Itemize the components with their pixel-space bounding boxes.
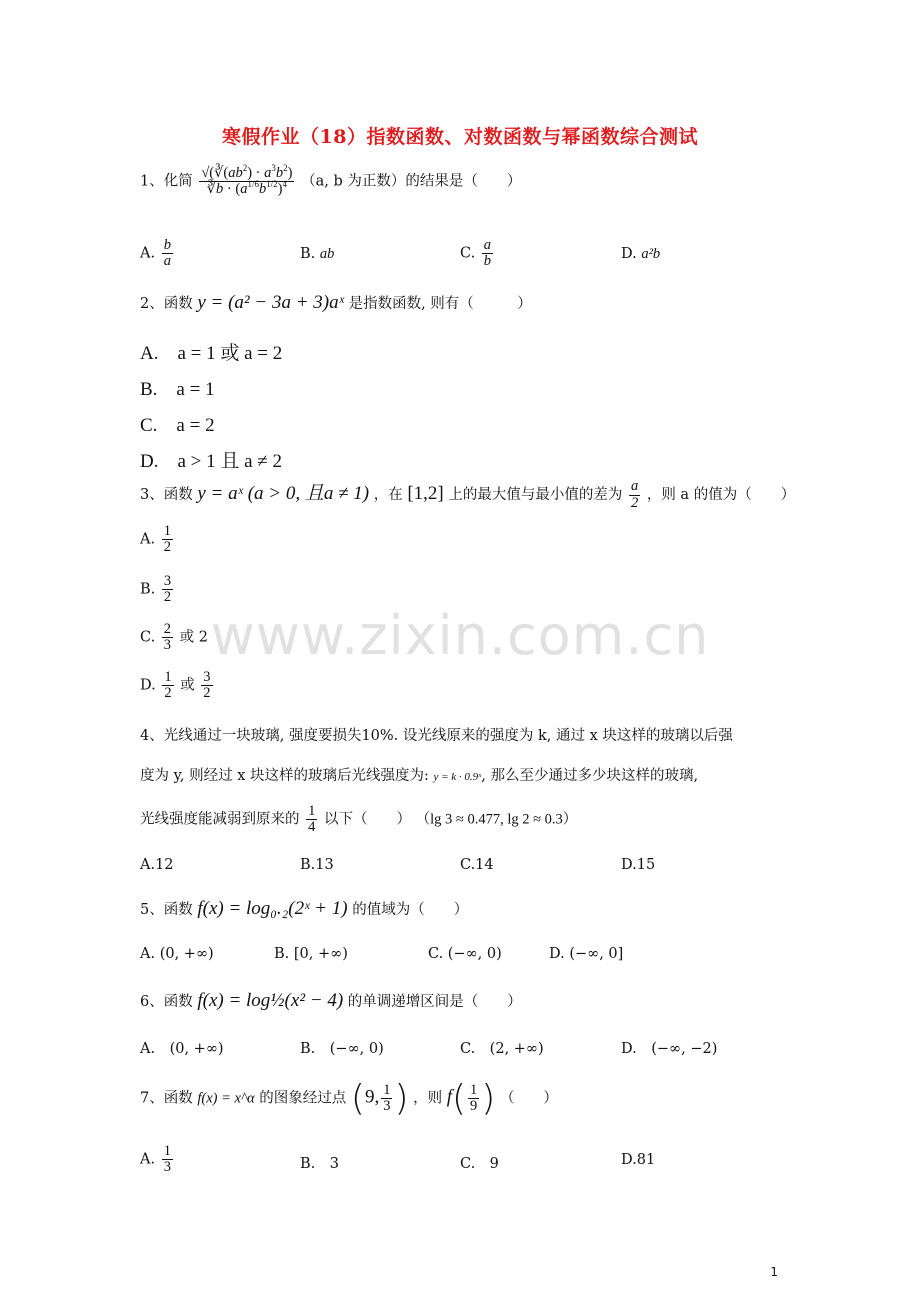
q4-option-a: A.12 bbox=[140, 857, 174, 873]
q1-option-d: D. a²b bbox=[621, 246, 661, 262]
page-title: 寒假作业（18）指数函数、对数函数与幂函数综合测试 bbox=[222, 126, 698, 148]
q1-expression: $\frac{√(∛(ab^2) \cdot a^3b^2)}{∛b \cdot (a^{1/6}b^{1/2})^4}$ bbox=[201, 163, 293, 198]
q3-formula: y = aˣ (a > 0, 且a ≠ 1) bbox=[197, 483, 370, 504]
question-5: 5、函数 f(x) = log₀.₂(2ˣ + 1) 的值域为（ ） bbox=[140, 898, 469, 919]
q4-option-d: D.15 bbox=[621, 857, 656, 873]
q4-option-c: C.14 bbox=[460, 857, 494, 873]
q2-option-a: A. a = 1 或 a = 2 bbox=[140, 343, 283, 364]
q2-option-b: B. a = 1 bbox=[140, 379, 215, 400]
q5-option-b: B. [0, +∞) bbox=[274, 946, 348, 962]
q3-option-a: A. $\frac{1}{2}$ bbox=[140, 523, 171, 556]
q6-option-a: A. (0, +∞) bbox=[140, 1041, 224, 1057]
q5-option-c: C. (−∞, 0) bbox=[428, 946, 502, 962]
question-4-line-2: 度为 y, 则经过 x 块这样的玻璃后光线强度为: y = k · 0.9ˣ, 那么至少通过多少块这样的玻璃, bbox=[140, 768, 699, 784]
q5-option-a: A. (0, +∞) bbox=[140, 946, 214, 962]
q7-option-d: D.81 bbox=[621, 1152, 656, 1168]
question-2: 2、函数 y = (a² − 3a + 3)aˣ 是指数函数, 则有（ ） bbox=[140, 292, 532, 313]
q3-option-d: D. $\frac{1}{2}$ 或 $\frac{3}{2}$ bbox=[140, 669, 211, 702]
question-3: 3、函数 y = aˣ (a > 0, 且a ≠ 1) ，在 [1,2] 上的最大值与最小值的差为 $\frac{a}{2}$ ，则 a 的值为（ ） bbox=[140, 478, 796, 511]
q2-option-c: C. a = 2 bbox=[140, 415, 215, 436]
question-7: 7、函数 f(x) = x^α 的图象经过点 (9, $\frac{1}{3}$ ) ，则 f( $\frac{1}{9}$ ) （ ） bbox=[140, 1078, 558, 1119]
question-1 bbox=[140, 163, 522, 198]
q5-option-d: D. (−∞, 0] bbox=[549, 946, 624, 962]
q1-option-c: C. $\frac{a}{b}$ bbox=[460, 237, 492, 270]
q2-formula: y = (a² − 3a + 3)aˣ bbox=[197, 292, 344, 313]
q7-formula: f(x) = x^α bbox=[197, 1090, 255, 1107]
question-4-line-1: 4、光线通过一块玻璃, 强度要损失10%. 设光线原来的强度为 k, 通过 x 块这样的玻璃以后强 bbox=[140, 728, 733, 744]
question-4-line-3: 光线强度能减弱到原来的 $\frac{1}{4}$ 以下（ ） （lg 3 ≈ 0.477, lg 2 ≈ 0.3） bbox=[140, 803, 578, 836]
q3-option-c: C. $\frac{2}{3}$ 或 2 bbox=[140, 621, 208, 654]
q1-option-b: B. ab bbox=[300, 246, 335, 262]
watermark: www.zixin.com.cn bbox=[210, 604, 710, 667]
page-number: 1 bbox=[770, 1265, 778, 1279]
question-6: 6、函数 f(x) = log½(x² − 4) 的单调递增区间是（ ） bbox=[140, 990, 522, 1011]
q7-option-c: C. 9 bbox=[460, 1156, 499, 1172]
q1-lead: 1、化简 bbox=[140, 173, 193, 190]
q7-option-b: B. 3 bbox=[300, 1156, 339, 1172]
q2-option-d: D. a > 1 且 a ≠ 2 bbox=[140, 451, 282, 472]
q1-option-a: A. $\frac{b}{a}$ bbox=[140, 237, 171, 270]
q5-formula: f(x) = log₀.₂(2ˣ + 1) bbox=[197, 898, 348, 919]
q6-option-c: C. (2, +∞) bbox=[460, 1041, 544, 1057]
q7-option-a: A. $\frac{1}{3}$ bbox=[140, 1143, 171, 1176]
q4-option-b: B.13 bbox=[300, 857, 334, 873]
q6-formula: f(x) = log½(x² − 4) bbox=[197, 990, 344, 1011]
q6-option-d: D. (−∞, −2) bbox=[621, 1041, 718, 1057]
q6-option-b: B. (−∞, 0) bbox=[300, 1041, 384, 1057]
q1-tail: （a, b 为正数）的结果是（ ） bbox=[301, 173, 522, 190]
q3-option-b: B. $\frac{3}{2}$ bbox=[140, 573, 172, 606]
